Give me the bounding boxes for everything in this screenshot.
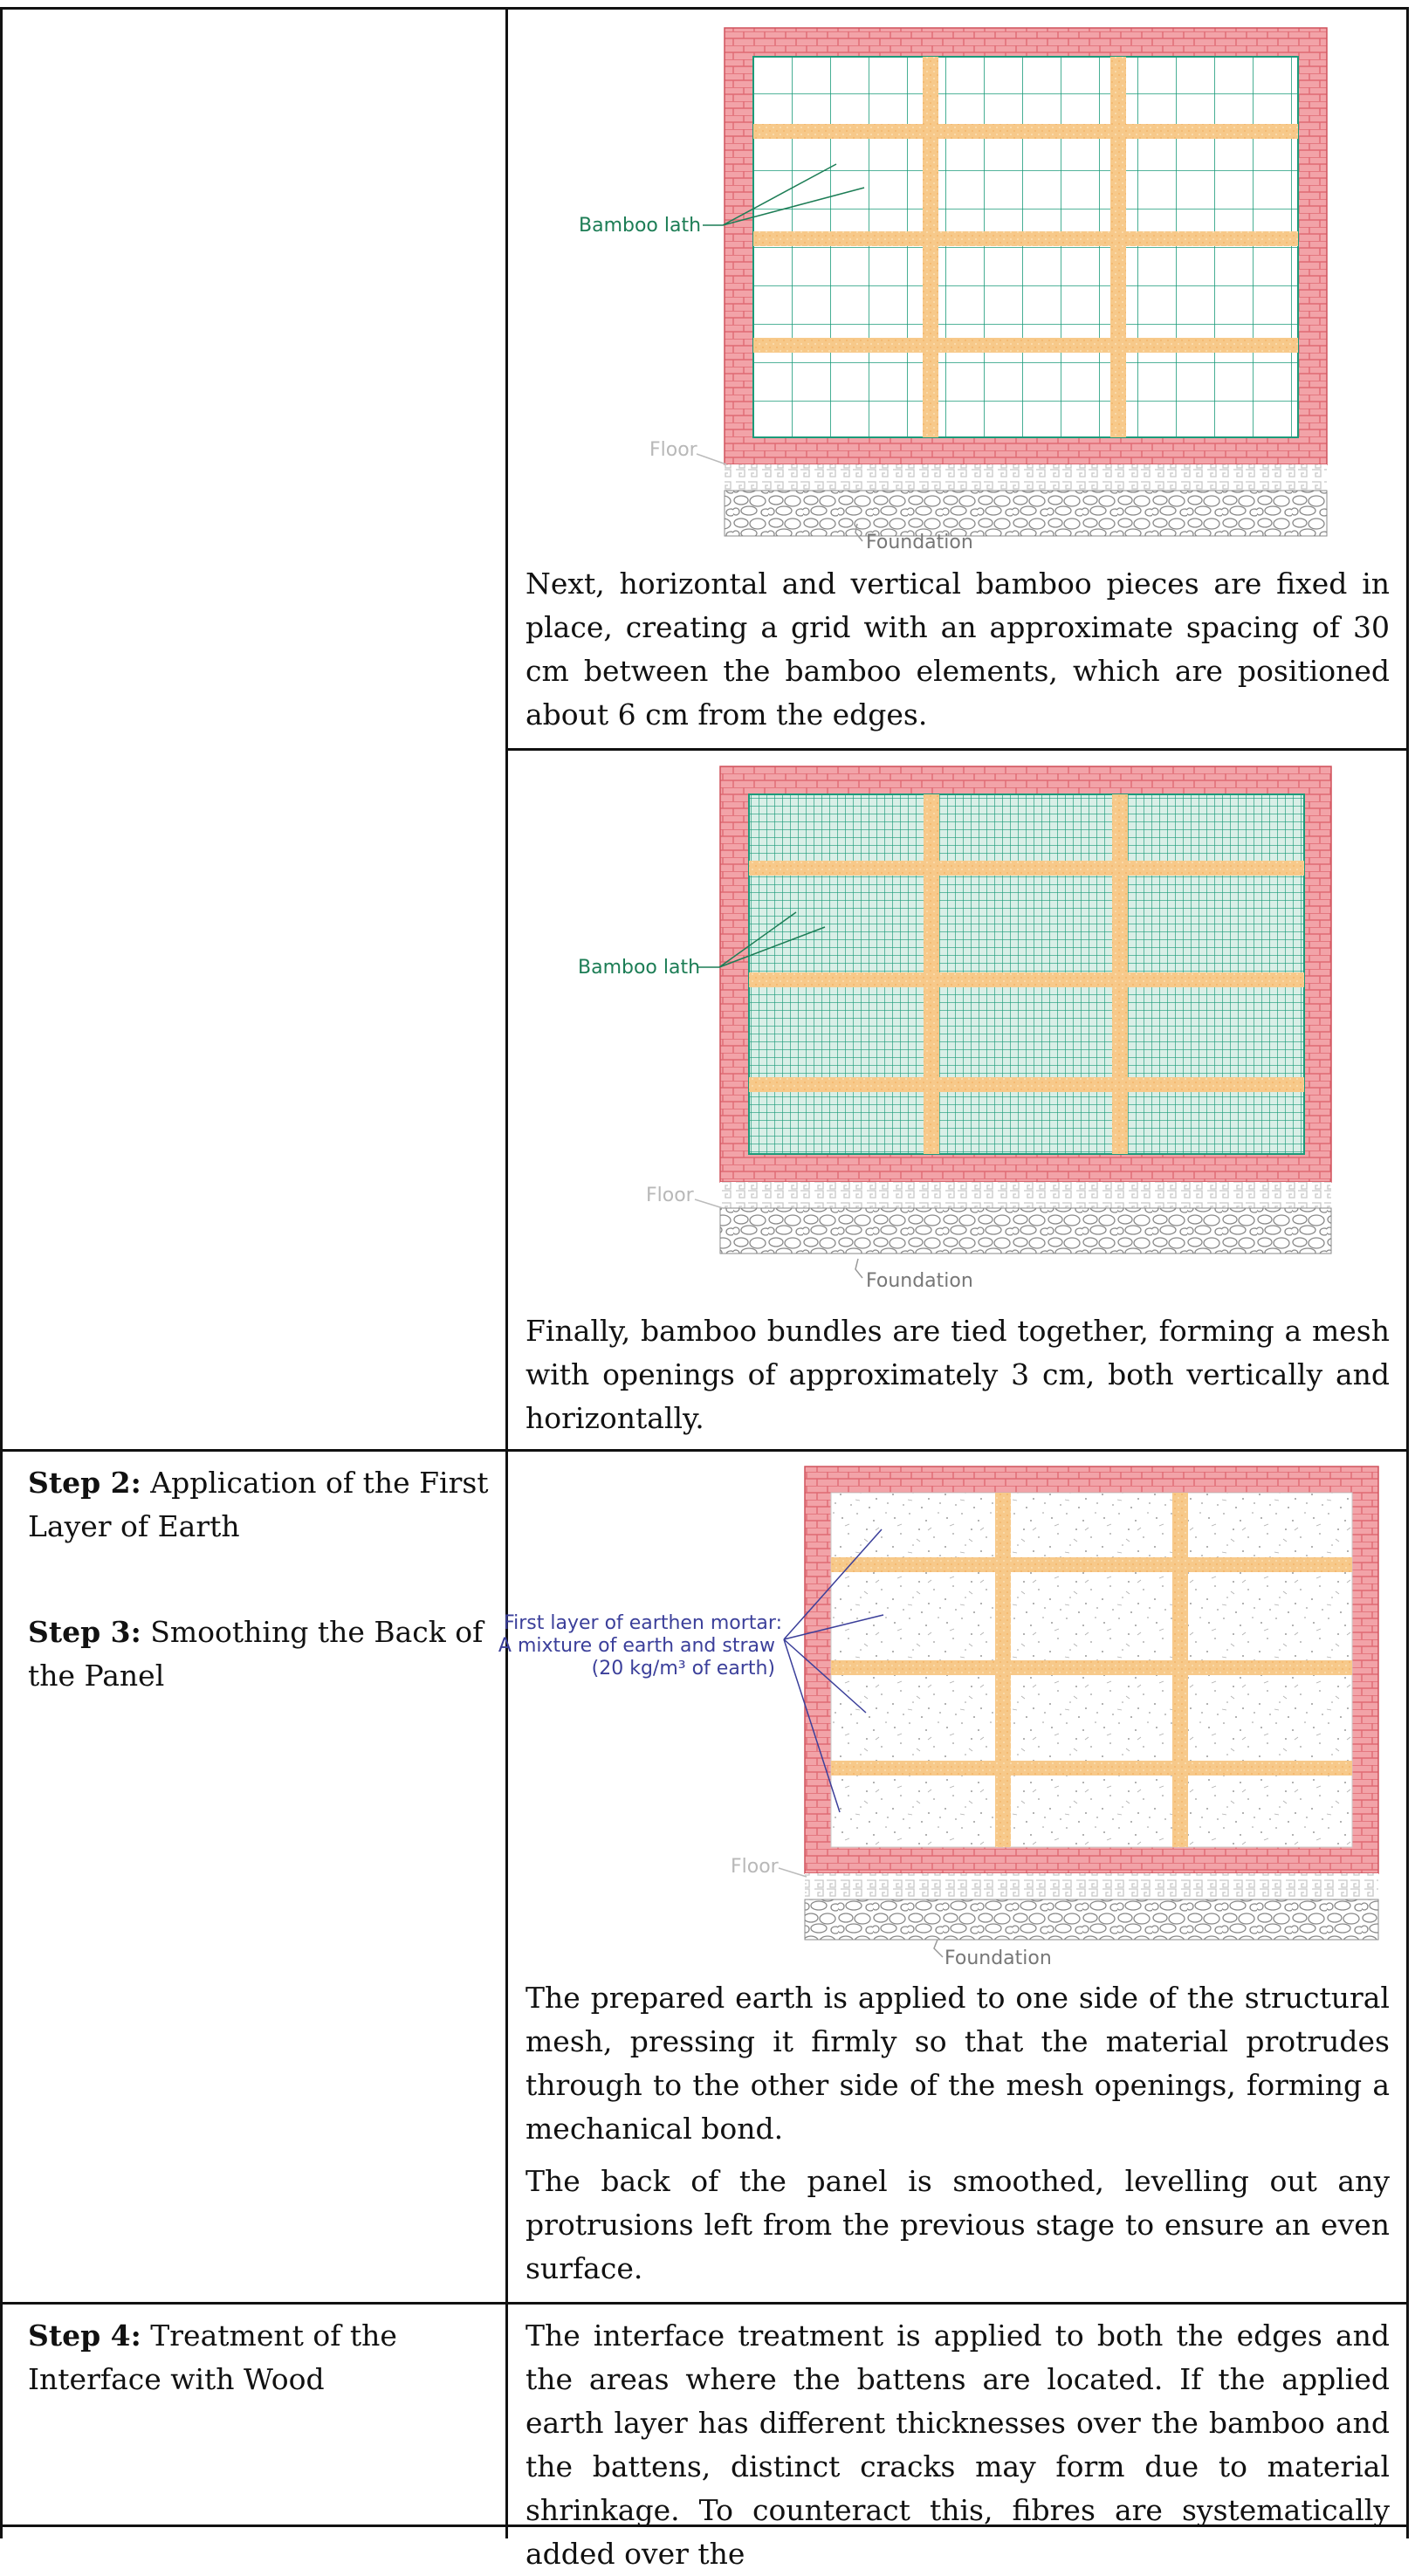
step3-heading bbox=[28, 1611, 491, 1698]
step4-title: Treatment of the Interface with Wood bbox=[28, 2318, 397, 2396]
batten-vertical bbox=[995, 1493, 1011, 1847]
table-row-divider-1 bbox=[0, 1449, 1409, 1452]
batten-horizontal bbox=[749, 861, 1304, 876]
floor-layer bbox=[805, 1873, 1378, 1899]
leader-line bbox=[695, 1199, 723, 1208]
label-floor: Floor bbox=[731, 1856, 779, 1878]
leader-line bbox=[934, 1940, 943, 1957]
batten-horizontal bbox=[753, 231, 1298, 246]
leader-line bbox=[855, 1259, 862, 1278]
foundation-layer bbox=[805, 1899, 1378, 1940]
batten-horizontal bbox=[831, 1557, 1352, 1572]
batten-vertical bbox=[1172, 1493, 1188, 1847]
table-subrow-divider bbox=[505, 748, 1409, 751]
label-mortar-line1: First layer of earthen mortar: bbox=[504, 1612, 782, 1634]
batten-horizontal bbox=[753, 124, 1298, 139]
step2-paragraph: The prepared earth is applied to one side of the structural mesh, pressing it firmly so that the material protrudes through to the other side of the mesh openings, forming a mechanical bond. bbox=[525, 1981, 1390, 2146]
label-mortar-line3: (20 kg/m³ of earth) bbox=[591, 1658, 775, 1680]
table-border-left bbox=[0, 7, 3, 2538]
label-floor: Floor bbox=[649, 439, 697, 461]
batten-horizontal bbox=[831, 1660, 1352, 1675]
leader-line bbox=[779, 1868, 807, 1877]
leader-line bbox=[697, 454, 726, 464]
figure1-caption: Next, horizontal and vertical bamboo pieces are fixed in place, creating a grid with an approximate spacing of 30 cm between the bamboo elements, which are positioned about 6 cm from the edges. bbox=[525, 567, 1390, 732]
batten-vertical bbox=[923, 57, 938, 437]
label-foundation: Foundation bbox=[866, 532, 973, 553]
batten-vertical bbox=[1110, 57, 1126, 437]
table-border-right bbox=[1406, 7, 1409, 2538]
step3-title: Smoothing the Back of the Panel bbox=[28, 1615, 484, 1693]
step4-paragraph: The interface treatment is applied to both the edges and the areas where the battens are located. If the applied earth layer has different thicknesses over the bamboo and the battens, distinct cracks may form due to material shrinkage. To counteract this, fibres are systematically added over the bbox=[525, 2318, 1390, 2571]
step4-label: Step 4: bbox=[28, 2318, 141, 2353]
label-floor: Floor bbox=[646, 1185, 694, 1206]
figure-earthen-layer bbox=[498, 1458, 1397, 1973]
step4-heading bbox=[28, 2314, 491, 2401]
label-foundation: Foundation bbox=[866, 1270, 973, 1292]
table-border-top bbox=[0, 7, 1409, 10]
step2-title: Application of the First Layer of Earth bbox=[28, 1466, 489, 1543]
label-mortar-line2: A mixture of earth and straw bbox=[498, 1635, 775, 1657]
batten-horizontal bbox=[749, 972, 1304, 987]
batten-horizontal bbox=[831, 1761, 1352, 1776]
figure-bamboo-grid bbox=[524, 17, 1397, 559]
batten-horizontal bbox=[749, 1077, 1304, 1092]
floor-layer bbox=[720, 1182, 1331, 1208]
label-bamboo-lath: Bamboo lath bbox=[578, 957, 701, 979]
foundation-layer bbox=[725, 491, 1327, 536]
step3-label: Step 3: bbox=[28, 1615, 141, 1649]
figure-bamboo-mesh bbox=[524, 759, 1397, 1301]
table-row-divider-2 bbox=[0, 2302, 1409, 2305]
foundation-layer bbox=[720, 1208, 1331, 1254]
label-bamboo-lath: Bamboo lath bbox=[579, 215, 702, 237]
batten-vertical bbox=[1112, 794, 1128, 1154]
step2-heading bbox=[28, 1461, 491, 1549]
figure2-caption: Finally, bamboo bundles are tied together, forming a mesh with openings of approximately 3 cm, both vertically and horizontally. bbox=[525, 1314, 1390, 1435]
table-column-divider bbox=[505, 7, 508, 2538]
label-foundation: Foundation bbox=[944, 1947, 1052, 1969]
floor-layer bbox=[725, 464, 1327, 491]
batten-vertical bbox=[924, 794, 939, 1154]
step2-label: Step 2: bbox=[28, 1466, 141, 1500]
batten-horizontal bbox=[753, 338, 1298, 353]
step3-paragraph: The back of the panel is smoothed, levelling out any protrusions left from the previous stage to ensure an even surface. bbox=[525, 2164, 1390, 2285]
